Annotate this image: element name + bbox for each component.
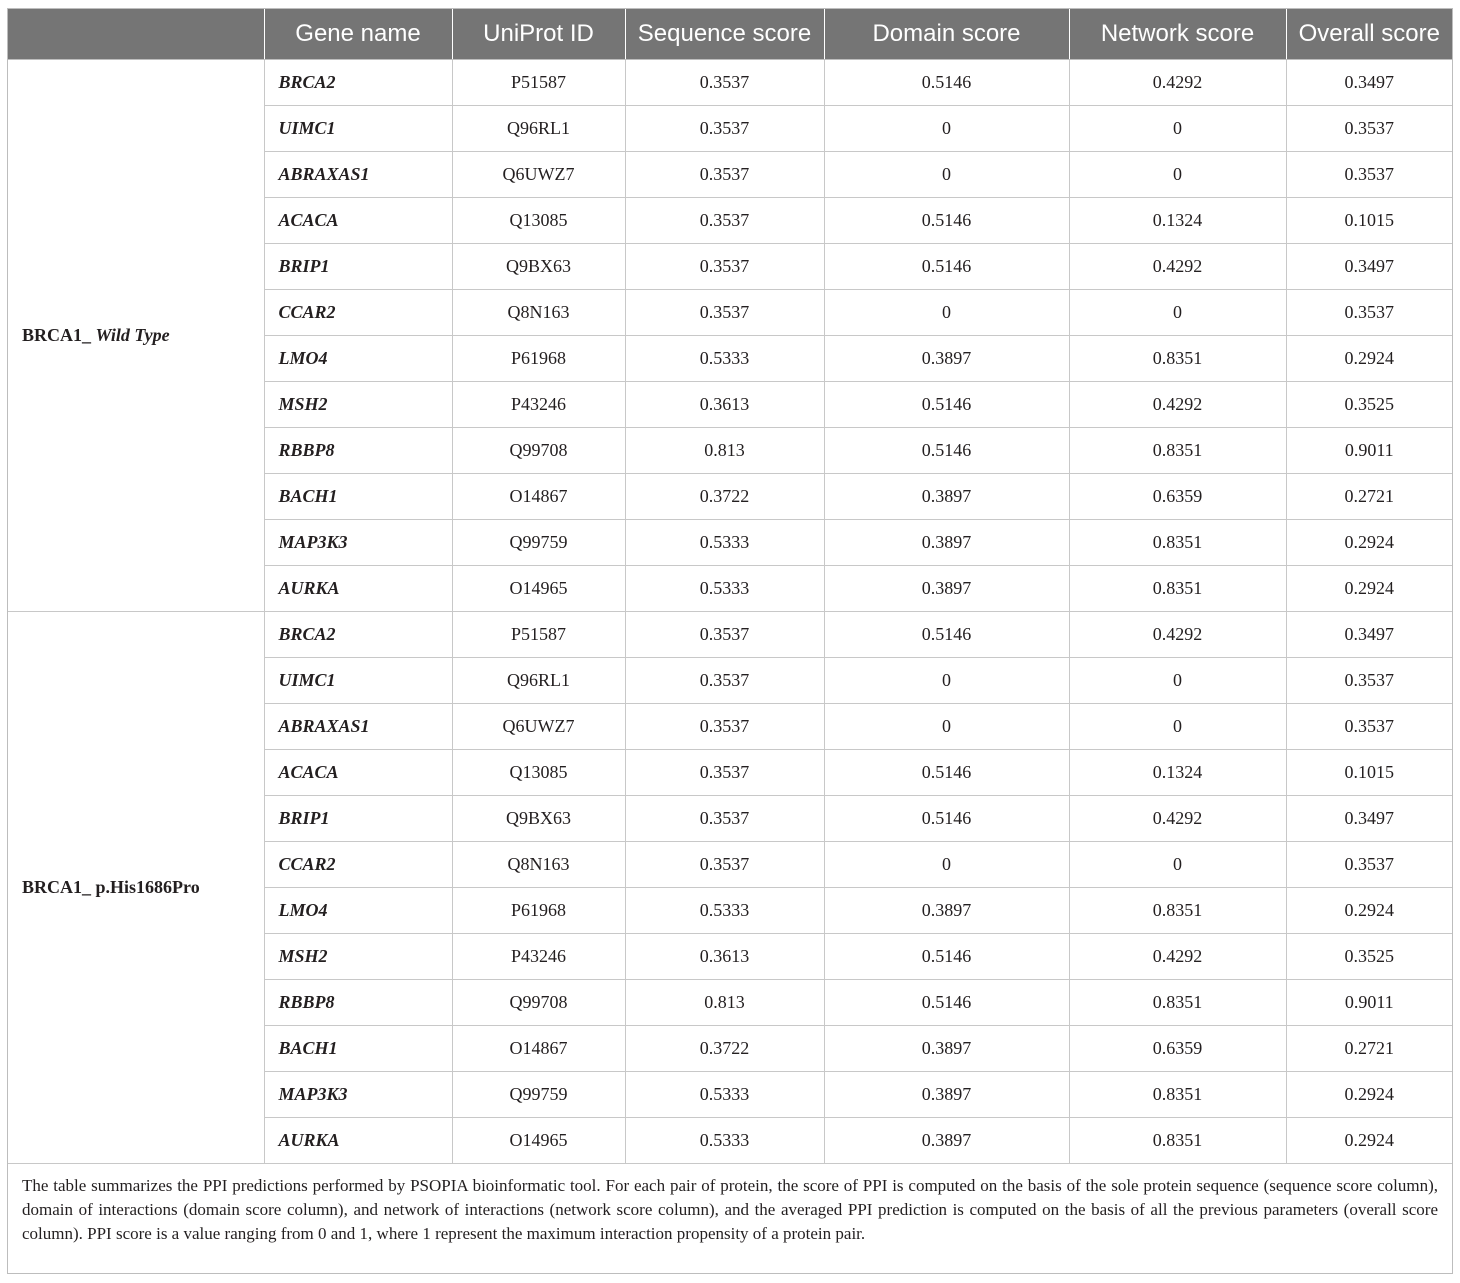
uniprot-id-cell: Q9BX63 <box>452 796 625 842</box>
column-header <box>8 9 264 60</box>
uniprot-id-cell: O14965 <box>452 566 625 612</box>
sequence-score-cell: 0.3537 <box>625 612 824 658</box>
domain-score-cell: 0.3897 <box>824 1118 1069 1164</box>
domain-score-cell: 0.3897 <box>824 888 1069 934</box>
overall-score-cell: 0.3537 <box>1286 106 1452 152</box>
network-score-cell: 0.8351 <box>1069 566 1286 612</box>
network-score-cell: 0.6359 <box>1069 1026 1286 1072</box>
overall-score-cell: 0.9011 <box>1286 980 1452 1026</box>
uniprot-id-cell: Q99759 <box>452 1072 625 1118</box>
domain-score-cell: 0.5146 <box>824 612 1069 658</box>
gene-name-cell: BRIP1 <box>264 796 452 842</box>
gene-name-cell: MAP3K3 <box>264 520 452 566</box>
sequence-score-cell: 0.5333 <box>625 566 824 612</box>
gene-name-cell: CCAR2 <box>264 842 452 888</box>
domain-score-cell: 0.3897 <box>824 1026 1069 1072</box>
domain-score-cell: 0.3897 <box>824 474 1069 520</box>
overall-score-cell: 0.2924 <box>1286 566 1452 612</box>
column-header: UniProt ID <box>452 9 625 60</box>
network-score-cell: 0.8351 <box>1069 1118 1286 1164</box>
sequence-score-cell: 0.5333 <box>625 888 824 934</box>
domain-score-cell: 0.5146 <box>824 244 1069 290</box>
sequence-score-cell: 0.5333 <box>625 520 824 566</box>
domain-score-cell: 0.5146 <box>824 750 1069 796</box>
column-header: Sequence score <box>625 9 824 60</box>
overall-score-cell: 0.2721 <box>1286 474 1452 520</box>
uniprot-id-cell: Q9BX63 <box>452 244 625 290</box>
network-score-cell: 0.1324 <box>1069 198 1286 244</box>
gene-name-cell: RBBP8 <box>264 980 452 1026</box>
overall-score-cell: 0.3537 <box>1286 290 1452 336</box>
uniprot-id-cell: Q13085 <box>452 198 625 244</box>
gene-name-cell: LMO4 <box>264 336 452 382</box>
group-label-prefix: BRCA1_ <box>22 325 92 345</box>
uniprot-id-cell: Q96RL1 <box>452 106 625 152</box>
uniprot-id-cell: P61968 <box>452 336 625 382</box>
network-score-cell: 0.8351 <box>1069 520 1286 566</box>
sequence-score-cell: 0.3537 <box>625 198 824 244</box>
overall-score-cell: 0.2924 <box>1286 1118 1452 1164</box>
gene-name-cell: ABRAXAS1 <box>264 152 452 198</box>
sequence-score-cell: 0.3537 <box>625 106 824 152</box>
overall-score-cell: 0.3525 <box>1286 382 1452 428</box>
sequence-score-cell: 0.3613 <box>625 382 824 428</box>
overall-score-cell: 0.2924 <box>1286 520 1452 566</box>
overall-score-cell: 0.3497 <box>1286 612 1452 658</box>
network-score-cell: 0.8351 <box>1069 428 1286 474</box>
gene-name-cell: UIMC1 <box>264 106 452 152</box>
gene-name-cell: CCAR2 <box>264 290 452 336</box>
overall-score-cell: 0.3497 <box>1286 60 1452 106</box>
overall-score-cell: 0.3525 <box>1286 934 1452 980</box>
table-row <box>8 60 1452 106</box>
domain-score-cell: 0 <box>824 106 1069 152</box>
uniprot-id-cell: Q6UWZ7 <box>452 152 625 198</box>
domain-score-cell: 0.5146 <box>824 198 1069 244</box>
overall-score-cell: 0.3537 <box>1286 842 1452 888</box>
overall-score-cell: 0.3537 <box>1286 704 1452 750</box>
group-label-suffix: Wild Type <box>95 325 170 345</box>
sequence-score-cell: 0.3537 <box>625 290 824 336</box>
gene-name-cell: BACH1 <box>264 1026 452 1072</box>
gene-name-cell: RBBP8 <box>264 428 452 474</box>
domain-score-cell: 0 <box>824 842 1069 888</box>
column-header: Network score <box>1069 9 1286 60</box>
header-row <box>8 9 1452 60</box>
sequence-score-cell: 0.813 <box>625 980 824 1026</box>
overall-score-cell: 0.3497 <box>1286 796 1452 842</box>
network-score-cell: 0.8351 <box>1069 1072 1286 1118</box>
domain-score-cell: 0 <box>824 152 1069 198</box>
sequence-score-cell: 0.3537 <box>625 60 824 106</box>
overall-score-cell: 0.1015 <box>1286 198 1452 244</box>
gene-name-cell: BRIP1 <box>264 244 452 290</box>
table-header <box>8 9 1452 60</box>
uniprot-id-cell: P61968 <box>452 888 625 934</box>
group-label <box>8 612 264 1164</box>
uniprot-id-cell: Q6UWZ7 <box>452 704 625 750</box>
gene-name-cell: MSH2 <box>264 934 452 980</box>
uniprot-id-cell: Q8N163 <box>452 842 625 888</box>
uniprot-id-cell: Q8N163 <box>452 290 625 336</box>
domain-score-cell: 0 <box>824 290 1069 336</box>
sequence-score-cell: 0.3537 <box>625 658 824 704</box>
overall-score-cell: 0.9011 <box>1286 428 1452 474</box>
sequence-score-cell: 0.3537 <box>625 796 824 842</box>
gene-name-cell: ACACA <box>264 750 452 796</box>
overall-score-cell: 0.3537 <box>1286 152 1452 198</box>
network-score-cell: 0.4292 <box>1069 244 1286 290</box>
network-score-cell: 0 <box>1069 842 1286 888</box>
uniprot-id-cell: Q99708 <box>452 980 625 1026</box>
overall-score-cell: 0.2924 <box>1286 888 1452 934</box>
group-label-suffix: p.His1686Pro <box>95 877 200 897</box>
overall-score-cell: 0.2924 <box>1286 336 1452 382</box>
sequence-score-cell: 0.813 <box>625 428 824 474</box>
uniprot-id-cell: O14965 <box>452 1118 625 1164</box>
overall-score-cell: 0.1015 <box>1286 750 1452 796</box>
uniprot-id-cell: Q13085 <box>452 750 625 796</box>
uniprot-id-cell: P43246 <box>452 934 625 980</box>
domain-score-cell: 0.3897 <box>824 566 1069 612</box>
uniprot-id-cell: P43246 <box>452 382 625 428</box>
network-score-cell: 0 <box>1069 704 1286 750</box>
gene-name-cell: BRCA2 <box>264 612 452 658</box>
group-label-prefix: BRCA1_ <box>22 877 92 897</box>
domain-score-cell: 0.5146 <box>824 382 1069 428</box>
table-row <box>8 612 1452 658</box>
network-score-cell: 0.6359 <box>1069 474 1286 520</box>
gene-name-cell: BACH1 <box>264 474 452 520</box>
network-score-cell: 0.8351 <box>1069 336 1286 382</box>
column-header: Gene name <box>264 9 452 60</box>
network-score-cell: 0 <box>1069 152 1286 198</box>
network-score-cell: 0 <box>1069 290 1286 336</box>
overall-score-cell: 0.2721 <box>1286 1026 1452 1072</box>
gene-name-cell: LMO4 <box>264 888 452 934</box>
domain-score-cell: 0 <box>824 704 1069 750</box>
network-score-cell: 0 <box>1069 106 1286 152</box>
network-score-cell: 0.4292 <box>1069 382 1286 428</box>
uniprot-id-cell: Q96RL1 <box>452 658 625 704</box>
sequence-score-cell: 0.5333 <box>625 336 824 382</box>
domain-score-cell: 0 <box>824 658 1069 704</box>
sequence-score-cell: 0.5333 <box>625 1118 824 1164</box>
domain-score-cell: 0.5146 <box>824 796 1069 842</box>
gene-name-cell: ABRAXAS1 <box>264 704 452 750</box>
ppi-table <box>8 9 1452 1164</box>
domain-score-cell: 0.5146 <box>824 934 1069 980</box>
uniprot-id-cell: P51587 <box>452 612 625 658</box>
sequence-score-cell: 0.3722 <box>625 474 824 520</box>
sequence-score-cell: 0.3537 <box>625 244 824 290</box>
network-score-cell: 0.8351 <box>1069 980 1286 1026</box>
network-score-cell: 0.4292 <box>1069 934 1286 980</box>
domain-score-cell: 0.5146 <box>824 428 1069 474</box>
gene-name-cell: ACACA <box>264 198 452 244</box>
overall-score-cell: 0.2924 <box>1286 1072 1452 1118</box>
column-header: Overall score <box>1286 9 1452 60</box>
uniprot-id-cell: Q99708 <box>452 428 625 474</box>
uniprot-id-cell: P51587 <box>452 60 625 106</box>
uniprot-id-cell: Q99759 <box>452 520 625 566</box>
sequence-score-cell: 0.3537 <box>625 842 824 888</box>
gene-name-cell: AURKA <box>264 566 452 612</box>
sequence-score-cell: 0.3537 <box>625 750 824 796</box>
gene-name-cell: UIMC1 <box>264 658 452 704</box>
domain-score-cell: 0.5146 <box>824 60 1069 106</box>
network-score-cell: 0.8351 <box>1069 888 1286 934</box>
overall-score-cell: 0.3537 <box>1286 658 1452 704</box>
network-score-cell: 0.4292 <box>1069 60 1286 106</box>
network-score-cell: 0.4292 <box>1069 612 1286 658</box>
uniprot-id-cell: O14867 <box>452 1026 625 1072</box>
sequence-score-cell: 0.5333 <box>625 1072 824 1118</box>
domain-score-cell: 0.3897 <box>824 336 1069 382</box>
sequence-score-cell: 0.3613 <box>625 934 824 980</box>
network-score-cell: 0 <box>1069 658 1286 704</box>
gene-name-cell: MAP3K3 <box>264 1072 452 1118</box>
ppi-table-container <box>7 8 1453 1274</box>
overall-score-cell: 0.3497 <box>1286 244 1452 290</box>
network-score-cell: 0.4292 <box>1069 796 1286 842</box>
domain-score-cell: 0.5146 <box>824 980 1069 1026</box>
gene-name-cell: MSH2 <box>264 382 452 428</box>
gene-name-cell: BRCA2 <box>264 60 452 106</box>
gene-name-cell: AURKA <box>264 1118 452 1164</box>
network-score-cell: 0.1324 <box>1069 750 1286 796</box>
domain-score-cell: 0.3897 <box>824 520 1069 566</box>
sequence-score-cell: 0.3722 <box>625 1026 824 1072</box>
sequence-score-cell: 0.3537 <box>625 152 824 198</box>
group-label <box>8 60 264 612</box>
table-body <box>8 60 1452 1164</box>
domain-score-cell: 0.3897 <box>824 1072 1069 1118</box>
table-footnote: The table summarizes the PPI predictions performed by PSOPIA bioinformatic tool. For each pair of protein, the score of PPI is computed on the basis of the sole protein sequence (sequence score column), domain of interactions (domain score column), and network of interactions (network score column), and the averaged PPI prediction is computed on the basis of all the previous parameters (overall score column). PPI score is a value ranging from 0 and 1, where 1 represent the maximum interaction propensity of a protein pair. <box>22 1176 1438 1243</box>
column-header: Domain score <box>824 9 1069 60</box>
sequence-score-cell: 0.3537 <box>625 704 824 750</box>
uniprot-id-cell: O14867 <box>452 474 625 520</box>
